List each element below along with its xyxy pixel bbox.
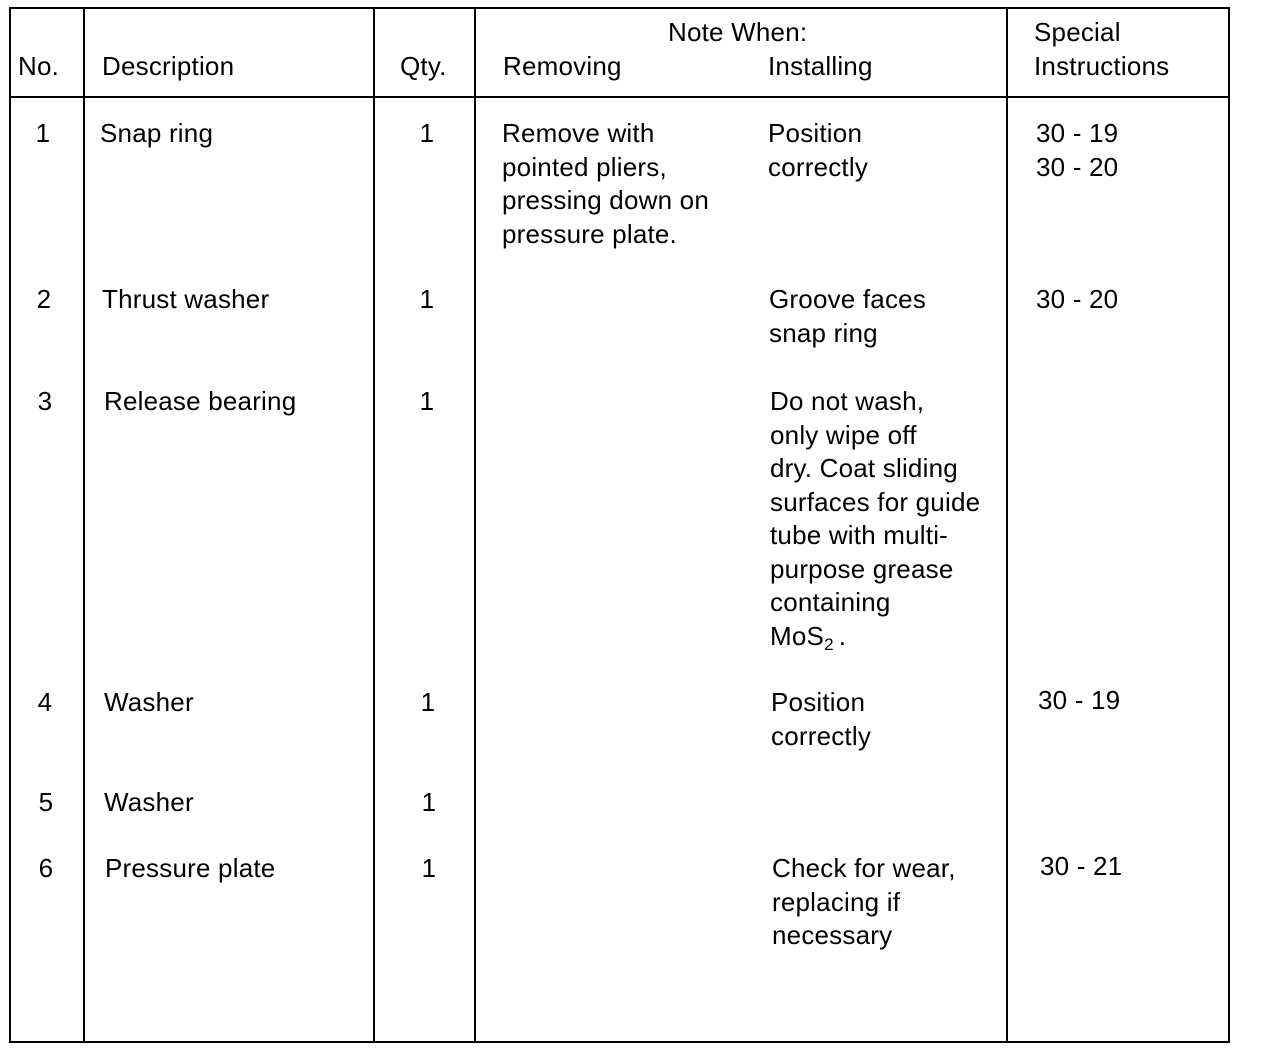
row-2-description: Thrust washer xyxy=(102,284,270,314)
row-2-special: 30 - 20 xyxy=(1036,284,1119,314)
column-divider xyxy=(83,7,85,1043)
row-2-installing: Groove faces snap ring xyxy=(769,284,927,348)
formula-base: MoS xyxy=(770,621,825,651)
row-1-removing: Remove with pointed pliers, pressing down on pressure plate. xyxy=(502,118,709,249)
column-divider xyxy=(1006,7,1008,1043)
header-installing: Installing xyxy=(768,51,873,81)
row-2-qty: 1 xyxy=(419,284,435,314)
row-6-special: 30 - 21 xyxy=(1040,851,1123,881)
row-6-qty: 1 xyxy=(421,853,437,883)
row-6-installing: Check for wear, replacing if necessary xyxy=(772,853,956,950)
header-removing: Removing xyxy=(503,51,622,81)
row-3-no: 3 xyxy=(37,386,53,416)
header-instructions: Instructions xyxy=(1034,51,1170,81)
row-3-qty: 1 xyxy=(419,386,435,416)
row-1-qty: 1 xyxy=(419,118,435,148)
formula-subscript: 2 xyxy=(824,635,834,654)
header-description: Description xyxy=(102,51,235,81)
row-6-description: Pressure plate xyxy=(105,853,276,883)
row-3-installing: Do not wash, only wipe off dry. Coat sliding surfaces for guide tube with multi- purpose grease containing xyxy=(770,386,981,617)
row-1-installing: Position correctly xyxy=(768,118,869,182)
column-divider xyxy=(474,7,476,1043)
row-4-special: 30 - 19 xyxy=(1038,685,1121,715)
row-4-qty: 1 xyxy=(420,687,436,717)
header-special: Special xyxy=(1034,17,1121,47)
row-3-description: Release bearing xyxy=(104,386,297,416)
row-3-installing-formula xyxy=(770,620,846,654)
header-note-when: Note When: xyxy=(668,17,808,47)
row-2-no: 2 xyxy=(36,284,52,314)
row-1-description: Snap ring xyxy=(100,118,214,148)
row-1-no: 1 xyxy=(35,118,51,148)
header-no: No. xyxy=(18,51,60,81)
row-5-description: Washer xyxy=(104,787,194,817)
row-4-no: 4 xyxy=(37,687,53,717)
row-6-no: 6 xyxy=(38,853,54,883)
row-5-no: 5 xyxy=(38,787,54,817)
row-4-description: Washer xyxy=(104,687,194,717)
row-4-installing: Position correctly xyxy=(771,687,872,751)
header-qty: Qty. xyxy=(400,51,447,81)
formula-period: . xyxy=(838,621,847,651)
column-divider xyxy=(373,7,375,1043)
row-5-qty: 1 xyxy=(421,787,437,817)
row-1-special: 30 - 19 30 - 20 xyxy=(1036,118,1119,182)
header-divider xyxy=(9,96,1230,98)
